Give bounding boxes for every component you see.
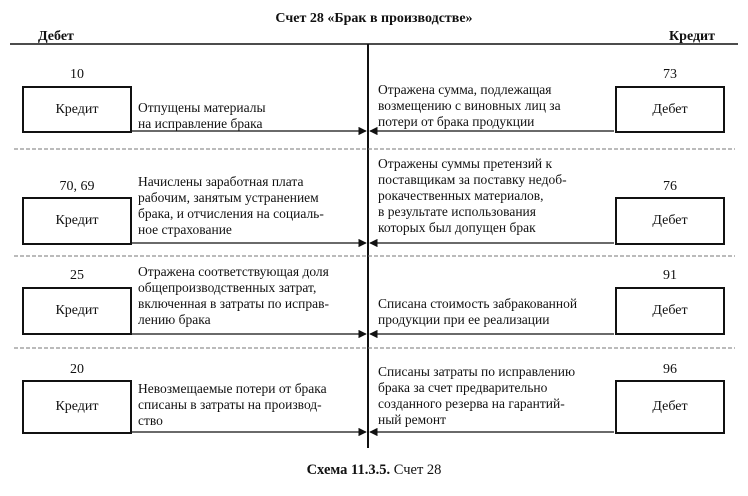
credit-header: Кредит xyxy=(669,29,715,44)
right-account-number: 96 xyxy=(663,362,677,377)
right-entry-description: Списаны затраты по исправлению брака за счет предварительно созданного резерва на гарантий- ный ремонт xyxy=(378,364,576,427)
left-account-number: 70, 69 xyxy=(59,179,95,194)
right-debit-box: Дебет xyxy=(615,197,725,245)
debit-header: Дебет xyxy=(38,29,74,44)
right-account-number: 76 xyxy=(663,179,677,194)
right-debit-box: Дебет xyxy=(615,86,725,133)
left-account-number: 20 xyxy=(70,362,84,377)
left-account-number: 25 xyxy=(70,268,84,283)
right-entry-description: Отражены суммы претензий к поставщикам за поставку недоб- рокачественных материалов, в результате использования которых был допущен брак xyxy=(378,156,567,235)
left-credit-box: Кредит xyxy=(22,380,132,434)
left-credit-box: Кредит xyxy=(22,287,132,335)
right-account-number: 91 xyxy=(663,268,677,283)
right-debit-box: Дебет xyxy=(615,380,725,434)
left-account-number: 10 xyxy=(70,67,84,82)
left-credit-box: Кредит xyxy=(22,86,132,133)
diagram-caption xyxy=(0,462,748,479)
right-entry-description: Отражена сумма, подлежащая возмещению с виновных лиц за потери от брака продукции xyxy=(378,82,561,129)
left-credit-box: Кредит xyxy=(22,197,132,245)
right-account-number: 73 xyxy=(663,67,677,82)
diagram-title: Счет 28 «Брак в производстве» xyxy=(275,11,473,26)
caption-label: Схема 11.3.5. xyxy=(306,462,391,478)
caption-text: Счет 28 xyxy=(393,462,442,478)
right-debit-box: Дебет xyxy=(615,287,725,335)
left-entry-description: Невозмещаемые потери от брака списаны в затраты на производ- ство xyxy=(138,381,327,428)
left-entry-description: Начислены заработная плата рабочим, занятым устранением брака, и отчисления на социаль- ное страхование xyxy=(138,174,324,237)
left-entry-description: Отпущены материалы на исправление брака xyxy=(138,100,266,131)
left-entry-description: Отражена соответствующая доля общепроизводственных затрат, включенная в затраты по исправ- лению брака xyxy=(138,264,329,327)
right-entry-description: Списана стоимость забракованной продукции при ее реализации xyxy=(378,296,578,327)
